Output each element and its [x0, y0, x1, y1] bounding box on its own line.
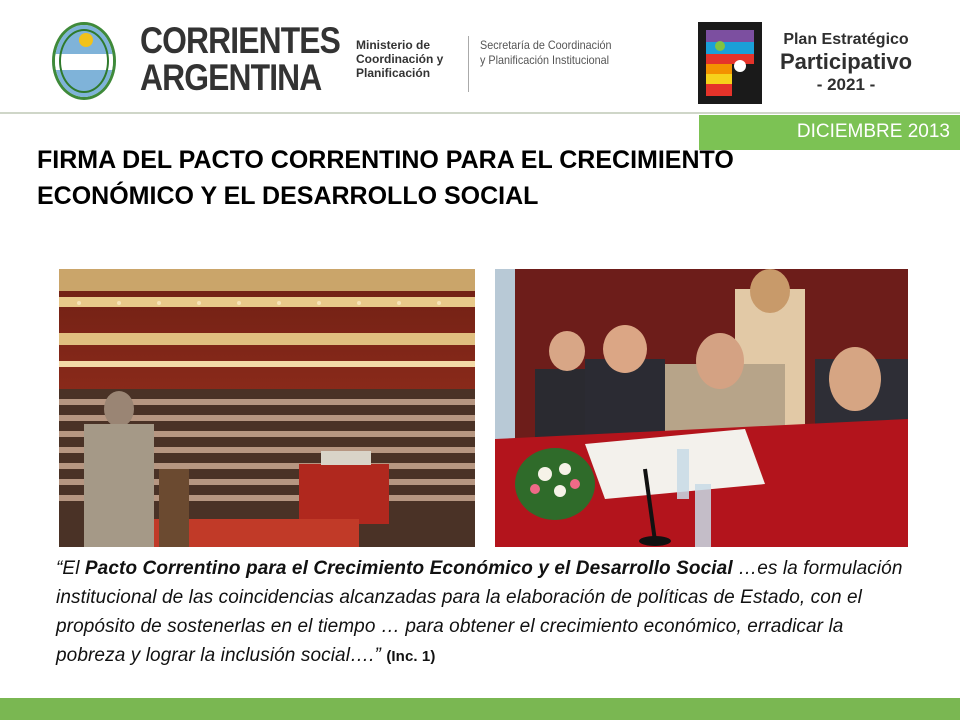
ministry-label [356, 38, 466, 80]
header-divider-line [0, 112, 960, 114]
plan-line-3: - 2021 - [816, 75, 876, 94]
plan-line-1: Plan Estratégico [783, 31, 909, 48]
ministry-line-1: Ministerio de [356, 38, 431, 52]
seal-ring [59, 29, 109, 93]
brand-title [140, 20, 341, 98]
footer-bar [0, 698, 960, 720]
quote-body: …es la formulación institucional de las coincidencias alcanzadas para la elaboración de políticas de Estado, con el propósito de sostenerlas en el tiempo … para obtener el crecimiento económico, erradicar la pobreza y lograr la inclusión social….” [56, 558, 903, 666]
header-divider [468, 36, 469, 92]
secretaria-label [480, 38, 615, 68]
plan-line-2: Participativo [779, 49, 913, 74]
ministry-line-3: Planificación [356, 66, 431, 80]
header [0, 0, 960, 112]
brand-line-2: ARGENTINA [140, 57, 322, 98]
quote-open: “El [56, 558, 85, 579]
ministry-line-2: Coordinación y [356, 52, 444, 66]
brand-line-1: CORRIENTES [140, 20, 341, 61]
signing-ceremony-photo [495, 269, 908, 547]
plan-estrategico-label [776, 30, 916, 95]
secretaria-line-2: y Planificación Institucional [480, 53, 610, 67]
plan-estrategico-logo-icon [698, 22, 762, 104]
provincial-seal-logo [52, 22, 116, 100]
date-label: DICIEMBRE 2013 [796, 121, 950, 142]
quote-citation: (Inc. 1) [386, 648, 436, 665]
quote-pact-name: Pacto Correntino para el Crecimiento Económico y el Desarrollo Social [84, 558, 733, 579]
theatre-audience-photo [59, 269, 475, 547]
quote-paragraph [56, 554, 916, 671]
slide-title: FIRMA DEL PACTO CORRENTINO PARA EL CRECIMIENTO ECONÓMICO Y EL DESARROLLO SOCIAL [37, 146, 734, 210]
secretaria-line-1: Secretaría de Coordinación [480, 38, 612, 52]
